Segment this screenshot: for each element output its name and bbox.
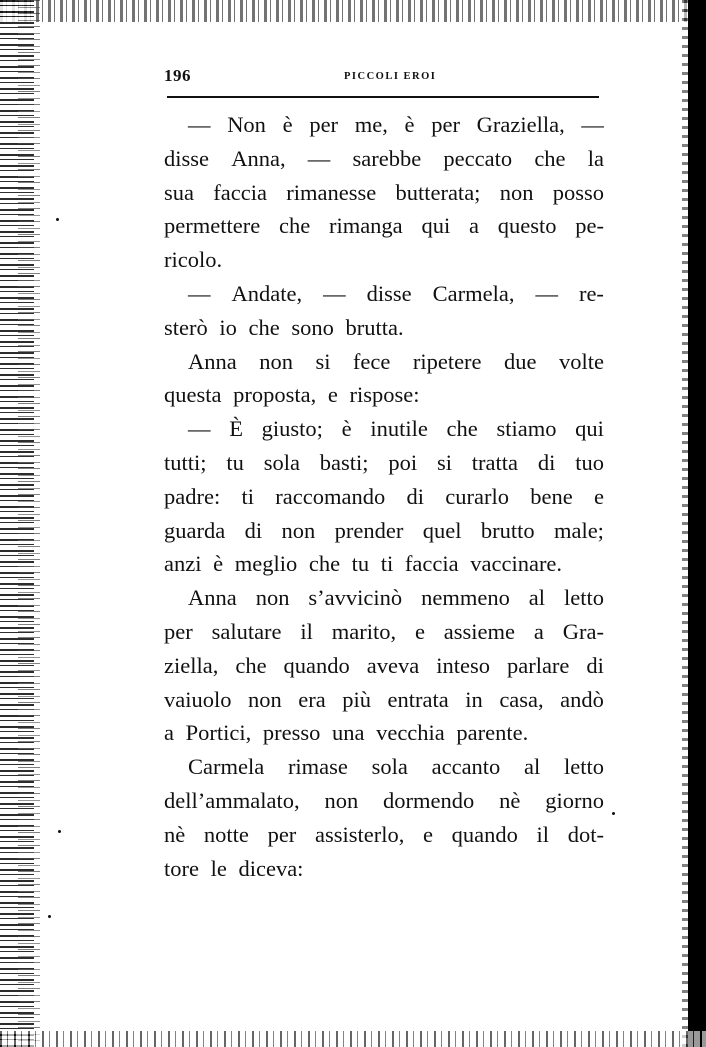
text-line: sterò io che sono brutta.: [164, 314, 404, 340]
header-rule: [167, 96, 599, 98]
text-line: questa proposta, e rispose:: [164, 382, 420, 408]
scan-top-edge: [0, 0, 706, 22]
scan-left-edge: [0, 0, 34, 1047]
text-line: anzi è meglio che tu ti faccia vaccinare.: [164, 551, 563, 577]
text-line: — È giusto; è inutile che stiamo qui: [188, 416, 604, 442]
text-line: sua faccia rimanesse butterata; non posso: [164, 179, 604, 205]
text-line: disse Anna, — sarebbe peccato che la: [164, 145, 604, 171]
text-line: tutti; tu sola basti; poi si tratta di tuo: [164, 449, 604, 475]
text-line: Anna non si fece ripetere due volte: [188, 348, 604, 374]
text-line: tore le diceva:: [164, 855, 304, 881]
text-line: vaiuolo non era più entrata in casa, andò: [164, 686, 604, 712]
page-header: [164, 66, 600, 94]
body-text: [164, 108, 604, 885]
text-line: nè notte per assisterlo, e quando il dot-: [164, 821, 604, 847]
scan-right-edge: [688, 0, 706, 1047]
text-line: per salutare il marito, e assieme a Gra-: [164, 618, 604, 644]
text-line: Carmela rimase sola accanto al letto: [188, 754, 604, 780]
page-number: 196: [164, 66, 191, 85]
text-line: Anna non s’avvicinò nemmeno al letto: [188, 585, 604, 611]
scan-speck: [48, 915, 51, 918]
text-line: ziella, che quando aveva inteso parlare di: [164, 652, 604, 678]
text-line: dell’ammalato, non dormendo nè giorno: [164, 787, 604, 813]
text-line: — Andate, — disse Carmela, — re-: [188, 280, 604, 306]
scan-speck: [56, 218, 59, 221]
running-head: PICCOLI EROI: [344, 71, 437, 82]
text-line: ricolo.: [164, 247, 223, 273]
text-line: guarda di non prender quel brutto male;: [164, 517, 604, 543]
text-line: a Portici, presso una vecchia parente.: [164, 720, 529, 746]
text-line: padre: ti raccomando di curarlo bene e: [164, 483, 604, 509]
text-line: — Non è per me, è per Graziella, —: [188, 112, 604, 137]
text-line: permettere che rimanga qui a questo pe-: [164, 213, 604, 239]
scan-bottom-edge: [0, 1031, 706, 1047]
scan-speck: [612, 812, 615, 815]
scan-speck: [58, 830, 61, 833]
